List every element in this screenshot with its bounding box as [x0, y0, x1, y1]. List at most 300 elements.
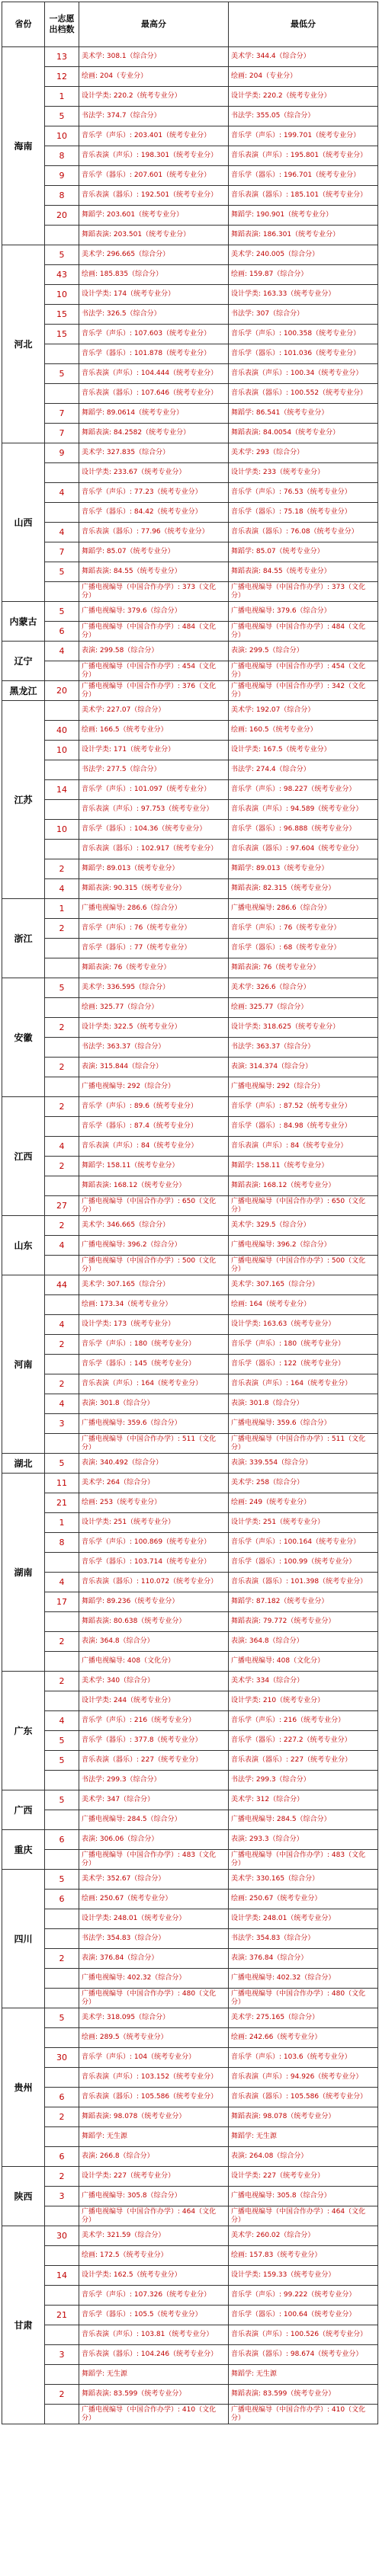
table-row	[2, 1394, 378, 1414]
min-score-cell: 舞蹈表演: 76（统考专业分）	[229, 958, 378, 978]
table-row	[2, 1315, 378, 1335]
max-score-cell: 广播电视编导: 359.6（综合分）	[79, 1414, 229, 1434]
table-row	[2, 503, 378, 523]
table-row	[2, 2325, 378, 2345]
table-row	[2, 2345, 378, 2365]
table-row	[2, 2147, 378, 2167]
max-score-cell: 舞蹈表演: 98.078（统考专业分）	[79, 2107, 229, 2127]
table-row	[2, 463, 378, 483]
min-score-cell: 书法学: 355.05（综合分）	[229, 107, 378, 126]
min-score-cell: 广播电视编导（中国合作办学）: 480（文化分）	[229, 1989, 378, 2008]
province-cell: 河北	[2, 245, 45, 443]
table-row	[2, 1890, 378, 1909]
min-score-cell: 绘画: 325.77（综合分）	[229, 998, 378, 1018]
province-cell: 四川	[2, 1870, 45, 2008]
min-score-cell: 美术学: 258（综合分）	[229, 1474, 378, 1493]
min-score-cell: 表演: 301.8（综合分）	[229, 1394, 378, 1414]
count-cell	[45, 503, 79, 523]
min-score-cell: 舞蹈表演: 84.55（统考专业分）	[229, 562, 378, 582]
table-row	[2, 840, 378, 859]
min-score-cell: 广播电视编导（中国合作办学）: 342（文化分）	[229, 681, 378, 701]
min-score-cell: 设计学类: 210（统考专业分）	[229, 1691, 378, 1711]
min-score-cell: 设计学类: 159.33（统考专业分）	[229, 2266, 378, 2286]
max-score-cell: 音乐表演（声乐）: 164（统考专业分）	[79, 1374, 229, 1394]
count-cell: 4	[45, 1315, 79, 1335]
count-cell: 15	[45, 325, 79, 344]
min-score-cell: 表演: 264.08（综合分）	[229, 2147, 378, 2167]
count-cell	[45, 800, 79, 820]
table-row	[2, 87, 378, 107]
max-score-cell: 音乐表演（声乐）: 84（统考专业分）	[79, 1137, 229, 1157]
max-score-cell: 舞蹈学: 无生源	[79, 2365, 229, 2385]
max-score-cell: 音乐学（声乐）: 100.869（统考专业分）	[79, 1533, 229, 1553]
min-score-cell: 设计学类: 163.63（统考专业分）	[229, 1315, 378, 1335]
max-score-cell: 设计学类: 171（统考专业分）	[79, 741, 229, 760]
max-score-cell: 表演: 301.8（综合分）	[79, 1394, 229, 1414]
count-cell: 2	[45, 1157, 79, 1176]
max-score-cell: 音乐表演（声乐）: 103.81（统考专业分）	[79, 2325, 229, 2345]
min-score-cell: 音乐学（器乐）: 100.64（统考专业分）	[229, 2306, 378, 2325]
max-score-cell: 音乐学（器乐）: 104.36（统考专业分）	[79, 820, 229, 840]
table-row	[2, 1374, 378, 1394]
min-score-cell: 音乐学（声乐）: 100.358（统考专业分）	[229, 325, 378, 344]
min-score-cell: 音乐学（器乐）: 75.18（统考专业分）	[229, 503, 378, 523]
table-row	[2, 1414, 378, 1434]
max-score-cell: 音乐学（声乐）: 107.603（统考专业分）	[79, 325, 229, 344]
count-cell: 21	[45, 2306, 79, 2325]
min-score-cell: 音乐学（器乐）: 96.888（统考专业分）	[229, 820, 378, 840]
max-score-cell: 绘画: 204（专业分）	[79, 67, 229, 87]
table-row	[2, 542, 378, 562]
count-cell	[45, 2206, 79, 2226]
count-cell	[45, 2068, 79, 2088]
table-row	[2, 344, 378, 364]
table-row	[2, 186, 378, 206]
max-score-cell: 音乐学（声乐）: 180（统考专业分）	[79, 1335, 229, 1355]
count-cell: 2	[45, 2167, 79, 2187]
count-cell: 9	[45, 443, 79, 463]
count-cell: 5	[45, 2008, 79, 2028]
table-row	[2, 107, 378, 126]
table-row	[2, 1256, 378, 1275]
min-score-cell: 广播电视编导: 284.5（综合分）	[229, 1810, 378, 1830]
min-score-cell: 书法学: 354.83（综合分）	[229, 1929, 378, 1949]
table-row	[2, 800, 378, 820]
header-max: 最高分	[79, 2, 229, 47]
min-score-cell: 舞蹈学: 87.182（统考专业分）	[229, 1592, 378, 1612]
min-score-cell: 广播电视编导: 305.8（综合分）	[229, 2187, 378, 2206]
table-row	[2, 1553, 378, 1573]
count-cell: 4	[45, 642, 79, 661]
count-cell: 14	[45, 780, 79, 800]
max-score-cell: 广播电视编导（中国合作办学）: 650（文化分）	[79, 1196, 229, 1216]
table-row	[2, 1790, 378, 1810]
count-cell: 4	[45, 1711, 79, 1731]
count-cell	[45, 1038, 79, 1058]
count-cell	[45, 344, 79, 364]
min-score-cell: 绘画: 157.83（统考专业分）	[229, 2246, 378, 2266]
table-row	[2, 681, 378, 701]
max-score-cell: 广播电视编导（中国合作办学）: 464（文化分）	[79, 2206, 229, 2226]
table-row	[2, 978, 378, 998]
table-row	[2, 1434, 378, 1454]
max-score-cell: 美术学: 307.165（综合分）	[79, 1275, 229, 1295]
count-cell: 10	[45, 126, 79, 146]
max-score-cell: 音乐表演（器乐）: 104.246（统考专业分）	[79, 2345, 229, 2365]
count-cell: 5	[45, 245, 79, 265]
count-cell: 2	[45, 1058, 79, 1077]
min-score-cell: 音乐表演（声乐）: 94.589（统考专业分）	[229, 800, 378, 820]
count-cell: 2	[45, 1018, 79, 1038]
count-cell: 2	[45, 1374, 79, 1394]
min-score-cell: 舞蹈表演: 168.12（统考专业分）	[229, 1176, 378, 1196]
admission-score-table	[2, 2, 378, 2424]
province-cell: 广西	[2, 1790, 45, 1830]
table-row	[2, 1474, 378, 1493]
table-row	[2, 2246, 378, 2266]
table-row	[2, 1077, 378, 1097]
table-row	[2, 820, 378, 840]
count-cell	[45, 1117, 79, 1137]
min-score-cell: 广播电视编导（中国合作办学）: 464（文化分）	[229, 2206, 378, 2226]
max-score-cell: 舞蹈学: 89.013（统考专业分）	[79, 859, 229, 879]
min-score-cell: 书法学: 307（综合分）	[229, 305, 378, 325]
table-row	[2, 1097, 378, 1117]
min-score-cell: 设计学类: 227（统考专业分）	[229, 2167, 378, 2187]
min-score-cell: 绘画: 204（专业分）	[229, 67, 378, 87]
count-cell: 5	[45, 1751, 79, 1771]
table-row	[2, 1117, 378, 1137]
count-cell: 11	[45, 1474, 79, 1493]
count-cell: 7	[45, 404, 79, 424]
table-row	[2, 1652, 378, 1672]
province-cell: 陕西	[2, 2167, 45, 2226]
min-score-cell: 音乐表演（声乐）: 100.526（统考专业分）	[229, 2325, 378, 2345]
table-row	[2, 602, 378, 622]
province-cell: 湖北	[2, 1454, 45, 1474]
table-row	[2, 2008, 378, 2028]
max-score-cell: 舞蹈表演: 203.501（统考专业分）	[79, 226, 229, 245]
max-score-cell: 广播电视编导: 284.5（综合分）	[79, 1810, 229, 1830]
max-score-cell: 美术学: 340（综合分）	[79, 1672, 229, 1691]
table-row	[2, 741, 378, 760]
min-score-cell: 音乐表演（器乐）: 227（统考专业分）	[229, 1751, 378, 1771]
count-cell: 30	[45, 2048, 79, 2068]
max-score-cell: 音乐表演（器乐）: 105.586（统考专业分）	[79, 2088, 229, 2107]
count-cell	[45, 2028, 79, 2048]
min-score-cell: 舞蹈表演: 79.772（统考专业分）	[229, 1612, 378, 1632]
count-cell	[45, 463, 79, 483]
min-score-cell: 表演: 299.5（综合分）	[229, 642, 378, 661]
max-score-cell: 舞蹈学: 85.07（统考专业分）	[79, 542, 229, 562]
max-score-cell: 书法学: 299.3（综合分）	[79, 1771, 229, 1790]
max-score-cell: 绘画: 185.835（综合分）	[79, 265, 229, 285]
count-cell	[45, 1355, 79, 1374]
max-score-cell: 广播电视编导（中国合作办学）: 454（文化分）	[79, 661, 229, 681]
province-cell: 甘肃	[2, 2226, 45, 2424]
count-cell: 5	[45, 1731, 79, 1751]
table-row	[2, 1810, 378, 1830]
min-score-cell: 美术学: 307.165（综合分）	[229, 1275, 378, 1295]
max-score-cell: 美术学: 352.67（综合分）	[79, 1870, 229, 1890]
count-cell	[45, 840, 79, 859]
count-cell: 6	[45, 2147, 79, 2167]
table-row	[2, 2365, 378, 2385]
table-row	[2, 2286, 378, 2306]
table-row	[2, 166, 378, 186]
min-score-cell: 音乐学（声乐）: 76（统考专业分）	[229, 919, 378, 939]
table-row	[2, 760, 378, 780]
min-score-cell: 舞蹈表演: 186.301（统考专业分）	[229, 226, 378, 245]
table-row	[2, 1355, 378, 1374]
count-cell	[45, 760, 79, 780]
max-score-cell: 绘画: 172.5（统考专业分）	[79, 2246, 229, 2266]
min-score-cell: 绘画: 242.66（统考专业分）	[229, 2028, 378, 2048]
max-score-cell: 广播电视编导（中国合作办学）: 511（文化分）	[79, 1434, 229, 1454]
table-row	[2, 2028, 378, 2048]
min-score-cell: 舞蹈学: 86.541（统考专业分）	[229, 404, 378, 424]
max-score-cell: 美术学: 318.095（综合分）	[79, 2008, 229, 2028]
count-cell: 5	[45, 1870, 79, 1890]
max-score-cell: 音乐学（器乐）: 145（统考专业分）	[79, 1355, 229, 1374]
table-row	[2, 582, 378, 602]
table-row	[2, 939, 378, 958]
max-score-cell: 表演: 364.8（综合分）	[79, 1632, 229, 1652]
min-score-cell: 音乐学（声乐）: 199.701（统考专业分）	[229, 126, 378, 146]
min-score-cell: 音乐表演（器乐）: 185.101（统考专业分）	[229, 186, 378, 206]
table-row	[2, 879, 378, 899]
max-score-cell: 绘画: 166.5（统考专业分）	[79, 721, 229, 741]
min-score-cell: 音乐表演（声乐）: 164（统考专业分）	[229, 1374, 378, 1394]
count-cell: 20	[45, 206, 79, 226]
count-cell	[45, 998, 79, 1018]
count-cell: 12	[45, 67, 79, 87]
max-score-cell: 音乐学（器乐）: 101.878（统考专业分）	[79, 344, 229, 364]
min-score-cell: 广播电视编导: 408（文化分）	[229, 1652, 378, 1672]
max-score-cell: 舞蹈表演: 80.638（统考专业分）	[79, 1612, 229, 1632]
min-score-cell: 舞蹈学: 158.11（统考专业分）	[229, 1157, 378, 1176]
min-score-cell: 舞蹈学: 无生源	[229, 2127, 378, 2147]
count-cell: 10	[45, 285, 79, 305]
table-row	[2, 1493, 378, 1513]
max-score-cell: 美术学: 227.07（综合分）	[79, 701, 229, 721]
max-score-cell: 绘画: 325.77（综合分）	[79, 998, 229, 1018]
max-score-cell: 音乐学（声乐）: 107.326（统考专业分）	[79, 2286, 229, 2306]
max-score-cell: 美术学: 296.665（综合分）	[79, 245, 229, 265]
min-score-cell: 书法学: 363.37（综合分）	[229, 1038, 378, 1058]
count-cell: 5	[45, 562, 79, 582]
table-row	[2, 1612, 378, 1632]
count-cell: 2	[45, 1097, 79, 1117]
min-score-cell: 舞蹈表演: 82.315（统考专业分）	[229, 879, 378, 899]
table-row	[2, 1137, 378, 1157]
max-score-cell: 广播电视编导: 286.6（综合分）	[79, 899, 229, 919]
table-row	[2, 1275, 378, 1295]
min-score-cell: 表演: 314.374（综合分）	[229, 1058, 378, 1077]
count-cell: 40	[45, 721, 79, 741]
header-row	[2, 2, 378, 47]
count-cell: 1	[45, 1513, 79, 1533]
table-row	[2, 2068, 378, 2088]
count-cell	[45, 2365, 79, 2385]
table-row	[2, 2048, 378, 2068]
table-row	[2, 2266, 378, 2286]
max-score-cell: 广播电视编导: 396.2（综合分）	[79, 1236, 229, 1256]
table-row	[2, 1771, 378, 1790]
max-score-cell: 音乐学（器乐）: 105.5（统考专业分）	[79, 2306, 229, 2325]
table-body	[2, 47, 378, 2424]
count-cell: 4	[45, 483, 79, 503]
min-score-cell: 音乐学（声乐）: 180（统考专业分）	[229, 1335, 378, 1355]
table-row	[2, 424, 378, 443]
table-row	[2, 919, 378, 939]
table-row	[2, 226, 378, 245]
min-score-cell: 表演: 339.554（综合分）	[229, 1454, 378, 1474]
max-score-cell: 书法学: 277.5（综合分）	[79, 760, 229, 780]
max-score-cell: 广播电视编导: 305.8（综合分）	[79, 2187, 229, 2206]
min-score-cell: 音乐学（声乐）: 98.227（统考专业分）	[229, 780, 378, 800]
count-cell	[45, 1256, 79, 1275]
min-score-cell: 广播电视编导: 396.2（综合分）	[229, 1236, 378, 1256]
count-cell	[45, 661, 79, 681]
table-row	[2, 305, 378, 325]
max-score-cell: 音乐表演（声乐）: 104.444（统考专业分）	[79, 364, 229, 384]
table-row	[2, 1176, 378, 1196]
count-cell: 2	[45, 1632, 79, 1652]
min-score-cell: 广播电视编导（中国合作办学）: 454（文化分）	[229, 661, 378, 681]
max-score-cell: 美术学: 347（综合分）	[79, 1790, 229, 1810]
max-score-cell: 表演: 299.58（综合分）	[79, 642, 229, 661]
table-row	[2, 622, 378, 642]
min-score-cell: 广播电视编导: 359.6（综合分）	[229, 1414, 378, 1434]
count-cell	[45, 1909, 79, 1929]
max-score-cell: 绘画: 289.5（统考专业分）	[79, 2028, 229, 2048]
min-score-cell: 广播电视编导（中国合作办学）: 650（文化分）	[229, 1196, 378, 1216]
table-row	[2, 2107, 378, 2127]
min-score-cell: 设计学类: 318.625（统考专业分）	[229, 1018, 378, 1038]
min-score-cell: 美术学: 293（综合分）	[229, 443, 378, 463]
min-score-cell: 绘画: 159.87（综合分）	[229, 265, 378, 285]
max-score-cell: 音乐学（声乐）: 203.401（统考专业分）	[79, 126, 229, 146]
min-score-cell: 音乐学（声乐）: 76.53（统考专业分）	[229, 483, 378, 503]
count-cell	[45, 1989, 79, 2008]
max-score-cell: 书法学: 374.7（综合分）	[79, 107, 229, 126]
table-row	[2, 2306, 378, 2325]
count-cell	[45, 226, 79, 245]
count-cell: 5	[45, 1790, 79, 1810]
max-score-cell: 音乐表演（器乐）: 107.646（统考专业分）	[79, 384, 229, 404]
table-row	[2, 1850, 378, 1870]
count-cell: 4	[45, 1236, 79, 1256]
table-row	[2, 1870, 378, 1890]
min-score-cell: 音乐表演（器乐）: 101.398（统考专业分）	[229, 1573, 378, 1592]
count-cell: 4	[45, 1573, 79, 1592]
count-cell: 9	[45, 166, 79, 186]
max-score-cell: 音乐学（声乐）: 101.097（统考专业分）	[79, 780, 229, 800]
min-score-cell: 表演: 376.84（综合分）	[229, 1949, 378, 1969]
min-score-cell: 广播电视编导（中国合作办学）: 500（文化分）	[229, 1256, 378, 1275]
max-score-cell: 音乐表演（器乐）: 192.501（统考专业分）	[79, 186, 229, 206]
table-row	[2, 384, 378, 404]
table-row	[2, 1929, 378, 1949]
max-score-cell: 广播电视编导: 408（文化分）	[79, 1652, 229, 1672]
table-row	[2, 780, 378, 800]
table-row	[2, 206, 378, 226]
min-score-cell: 舞蹈学: 85.07（统考专业分）	[229, 542, 378, 562]
min-score-cell: 设计学类: 233（统考专业分）	[229, 463, 378, 483]
min-score-cell: 表演: 293.3（综合分）	[229, 1830, 378, 1850]
max-score-cell: 音乐表演（声乐）: 97.753（统考专业分）	[79, 800, 229, 820]
min-score-cell: 绘画: 249（统考专业分）	[229, 1493, 378, 1513]
min-score-cell: 舞蹈表演: 84.0054（统考专业分）	[229, 424, 378, 443]
max-score-cell: 设计学类: 220.2（统考专业分）	[79, 87, 229, 107]
max-score-cell: 美术学: 308.1（综合分）	[79, 47, 229, 67]
count-cell: 2	[45, 1949, 79, 1969]
min-score-cell: 音乐表演（器乐）: 105.586（统考专业分）	[229, 2088, 378, 2107]
min-score-cell: 绘画: 160.5（统考专业分）	[229, 721, 378, 741]
max-score-cell: 舞蹈表演: 84.2582（统考专业分）	[79, 424, 229, 443]
min-score-cell: 音乐学（器乐）: 84.98（统考专业分）	[229, 1117, 378, 1137]
max-score-cell: 设计学类: 173（统考专业分）	[79, 1315, 229, 1335]
min-score-cell: 音乐表演（器乐）: 76.08（统考专业分）	[229, 523, 378, 542]
table-row	[2, 1236, 378, 1256]
max-score-cell: 绘画: 173.34（统考专业分）	[79, 1295, 229, 1315]
min-score-cell: 美术学: 192.07（综合分）	[229, 701, 378, 721]
max-score-cell: 音乐学（器乐）: 77（统考专业分）	[79, 939, 229, 958]
max-score-cell: 表演: 340.492（综合分）	[79, 1454, 229, 1474]
max-score-cell: 设计学类: 322.5（统考专业分）	[79, 1018, 229, 1038]
max-score-cell: 舞蹈学: 89.0614（统考专业分）	[79, 404, 229, 424]
table-row	[2, 1335, 378, 1355]
min-score-cell: 广播电视编导（中国合作办学）: 410（文化分）	[229, 2405, 378, 2424]
count-cell	[45, 582, 79, 602]
count-cell: 2	[45, 1216, 79, 1236]
min-score-cell: 音乐表演（器乐）: 100.552（统考专业分）	[229, 384, 378, 404]
max-score-cell: 音乐学（器乐）: 84.42（统考专业分）	[79, 503, 229, 523]
min-score-cell: 音乐学（声乐）: 100.164（统考专业分）	[229, 1533, 378, 1553]
count-cell: 4	[45, 879, 79, 899]
min-score-cell: 音乐学（器乐）: 196.701（统考专业分）	[229, 166, 378, 186]
province-cell: 安徽	[2, 978, 45, 1097]
count-cell: 2	[45, 2385, 79, 2405]
min-score-cell: 舞蹈学: 无生源	[229, 2365, 378, 2385]
header-min: 最低分	[229, 2, 378, 47]
min-score-cell: 设计学类: 220.2（统考专业分）	[229, 87, 378, 107]
max-score-cell: 设计学类: 233.67（统考专业分）	[79, 463, 229, 483]
min-score-cell: 美术学: 260.02（综合分）	[229, 2226, 378, 2246]
table-row	[2, 1038, 378, 1058]
table-row	[2, 1691, 378, 1711]
max-score-cell: 舞蹈表演: 83.599（统考专业分）	[79, 2385, 229, 2405]
min-score-cell: 书法学: 274.4（综合分）	[229, 760, 378, 780]
table-row	[2, 1711, 378, 1731]
count-cell: 8	[45, 1533, 79, 1553]
max-score-cell: 美术学: 264（综合分）	[79, 1474, 229, 1493]
min-score-cell: 绘画: 250.67（统考专业分）	[229, 1890, 378, 1909]
max-score-cell: 音乐学（声乐）: 77.23（统考专业分）	[79, 483, 229, 503]
count-cell: 21	[45, 1493, 79, 1513]
max-score-cell: 舞蹈表演: 168.12（统考专业分）	[79, 1176, 229, 1196]
count-cell	[45, 1969, 79, 1989]
count-cell: 1	[45, 899, 79, 919]
count-cell: 4	[45, 523, 79, 542]
province-cell: 江西	[2, 1097, 45, 1216]
max-score-cell: 舞蹈学: 203.601（统考专业分）	[79, 206, 229, 226]
count-cell: 3	[45, 2187, 79, 2206]
table-row	[2, 1157, 378, 1176]
table-row	[2, 998, 378, 1018]
table-row	[2, 364, 378, 384]
